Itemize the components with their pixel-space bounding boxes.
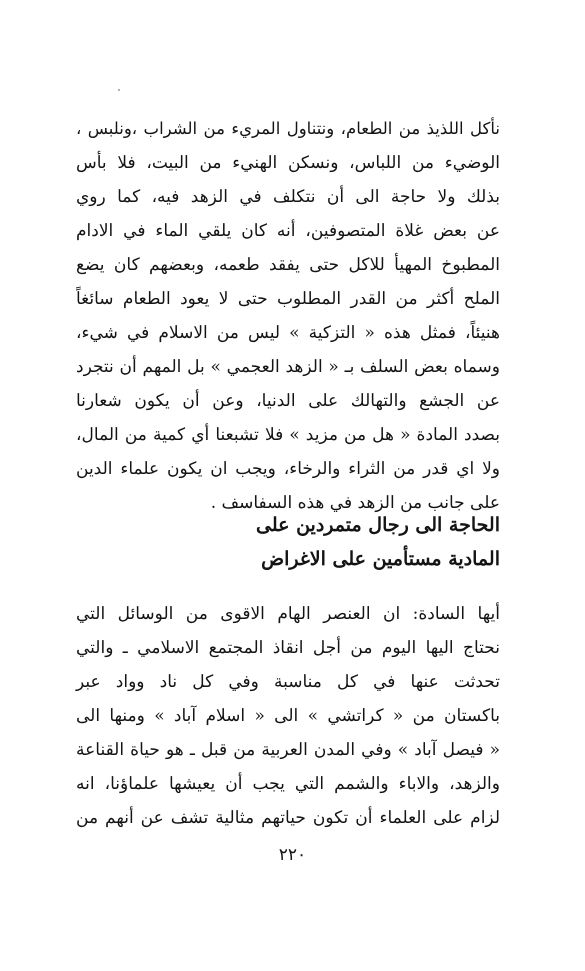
- text-line: عن بعض غلاة المتصوفين، أنه كان يلقي الماء في الادام: [76, 221, 500, 241]
- text-line: الوضيء من اللباس، ونسكن الهنيء من البيت، فلا بأس: [76, 153, 500, 173]
- text-line: نأكل اللذيذ من الطعام، ونتناول المريء من الشراب ،ونلبس ،: [76, 119, 500, 138]
- text-line: ولا اي قدر من الثراء والرخاء، ويجب ان يكون علماء الدين: [76, 459, 500, 479]
- text-line: أيها السادة: ان العنصر الهام الاقوى من الوسائل التي: [76, 604, 500, 624]
- text-line: لزام على العلماء أن تكون حياتهم مثالية تشف عن أنهم من: [76, 808, 500, 828]
- text-line: والزهد، والاباء والشمم التي يجب أن يعيشها علماؤنا، انه: [76, 774, 500, 794]
- text-line: نحتاج اليها اليوم من أجل انقاذ المجتمع الاسلامي ـ والتي: [76, 638, 500, 658]
- text-line: المطبوخ المهيأ للاكل حتى يفقد طعمه، وبعضهم كان يضع: [76, 255, 500, 275]
- page-number: ٢٢٠: [278, 845, 307, 865]
- paragraph-1: [76, 112, 500, 520]
- text-line: الملح أكثر من القدر المطلوب حتى لا يعود الطعام سائغاً: [76, 289, 500, 309]
- text-line: تحدثت عنها في كل مناسبة وفي كل ناد وواد عبر: [76, 672, 500, 692]
- text-line: وسماه بعض السلف بـ « الزهد العجمي » بل المهم أن نتجرد: [76, 357, 500, 377]
- heading-line: الحاجة الى رجال متمردين على: [256, 514, 500, 536]
- text-line: بذلك ولا حاجة الى أن نتكلف في الزهد فيه، كما روي: [76, 187, 500, 207]
- text-line: باكستان من « كراتشي » الى « اسلام آباد » ومنها الى: [76, 706, 500, 726]
- heading-line: المادية مستأمين على الاغراض: [261, 548, 500, 570]
- text-line: على جانب من الزهد في هذه السفاسف .: [210, 493, 500, 513]
- section-heading: [76, 508, 500, 576]
- speck-mark: [118, 89, 120, 91]
- text-line: هنيئاً، فمثل هذه « التزكية » ليس من الاسلام في شيء،: [76, 323, 500, 343]
- text-line: بصدد المادة « هل من مزيد » فلا تشبعنا أي كمية من المال،: [76, 425, 500, 445]
- text-line: « فيصل آباد » وفي المدن العربية من قبل ـ هو حياة القناعة: [76, 740, 500, 760]
- paragraph-2: [76, 597, 500, 835]
- text-line: عن الجشع والتهالك على الدنيا، وعن أن يكون شعارنا: [76, 391, 500, 411]
